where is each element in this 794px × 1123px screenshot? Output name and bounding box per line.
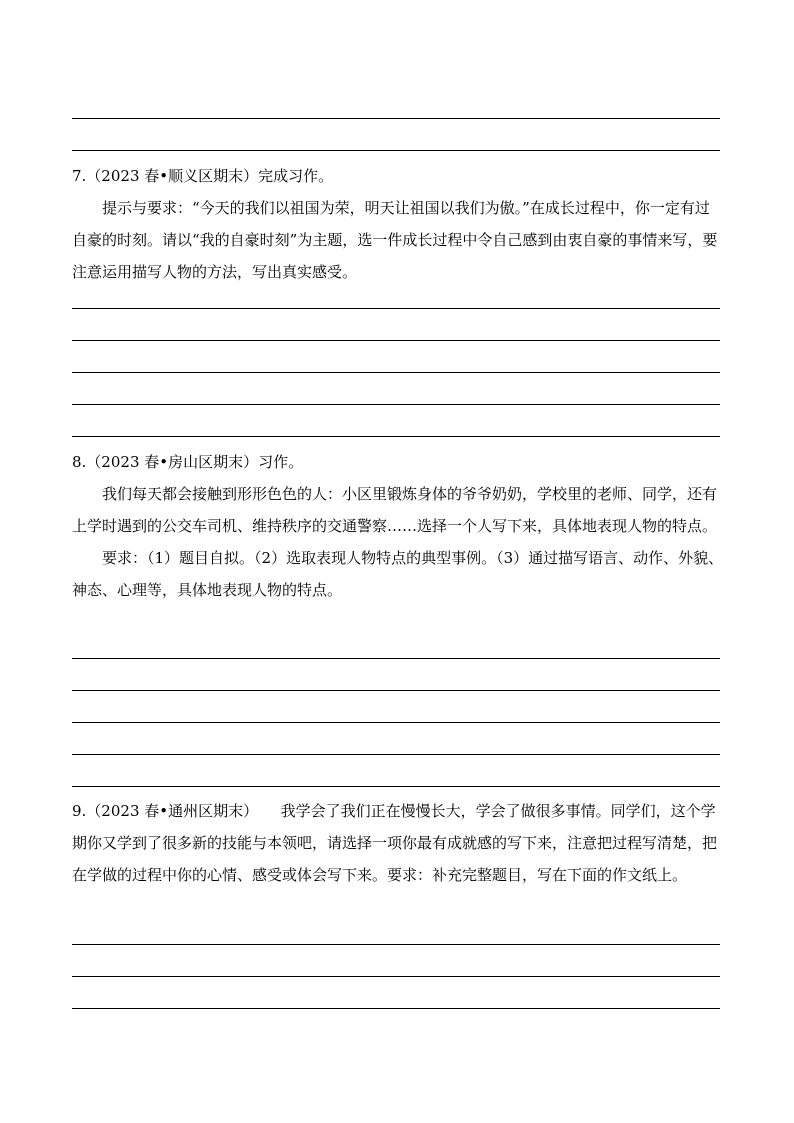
answer-line[interactable]	[72, 1008, 720, 1009]
question-8-heading: 8.（2023 春•房山区期末）习作。	[72, 453, 304, 471]
question-9-text: 9.（2023 春•通州区期末） 我学会了我们正在慢慢长大，学会了做很多事情。同学们，这个学期你又学到了很多新的技能与本领吧，请选择一项你最有成就感的写下来，注意把过程写清楚，把在学做的过程中你的心情、感受或体会写下来。要求：补充完整题目，写在下面的作文纸上。	[72, 802, 718, 884]
question-8-prompt: 我们每天都会接触到形形色色的人：小区里锻炼身体的爷爷奶奶，学校里的老师、同学，还有上学时遇到的公交车司机、维持秩序的交通警察……选择一个人写下来，具体地表现人物的特点。	[72, 485, 718, 535]
question-8-requirements: 要求：（1）题目自拟。（2）选取表现人物特点的典型事例。（3）通过描写语言、动作、外貌、神态、心理等，具体地表现人物的特点。	[72, 549, 724, 599]
answer-line[interactable]	[72, 436, 720, 437]
answer-line[interactable]	[72, 372, 720, 373]
question-7	[72, 160, 724, 288]
answer-line[interactable]	[72, 754, 720, 755]
question-7-heading: 7.（2023 春•顺义区期末）完成习作。	[72, 167, 334, 185]
question-8	[72, 446, 724, 606]
answer-line[interactable]	[72, 150, 720, 151]
answer-line[interactable]	[72, 690, 720, 691]
answer-line[interactable]	[72, 404, 720, 405]
answer-line[interactable]	[72, 118, 720, 119]
answer-line[interactable]	[72, 308, 720, 309]
answer-line[interactable]	[72, 976, 720, 977]
question-9	[72, 795, 724, 891]
answer-line[interactable]	[72, 658, 720, 659]
answer-line[interactable]	[72, 340, 720, 341]
question-7-prompt: 提示与要求：“今天的我们以祖国为荣，明天让祖国以我们为傲。”在成长过程中，你一定有过自豪的时刻。请以“我的自豪时刻”为主题，选一件成长过程中令自己感到由衷自豪的事情来写，要注意运用描写人物的方法，写出真实感受。	[72, 199, 718, 281]
answer-line[interactable]	[72, 944, 720, 945]
answer-line[interactable]	[72, 722, 720, 723]
answer-line[interactable]	[72, 786, 720, 787]
